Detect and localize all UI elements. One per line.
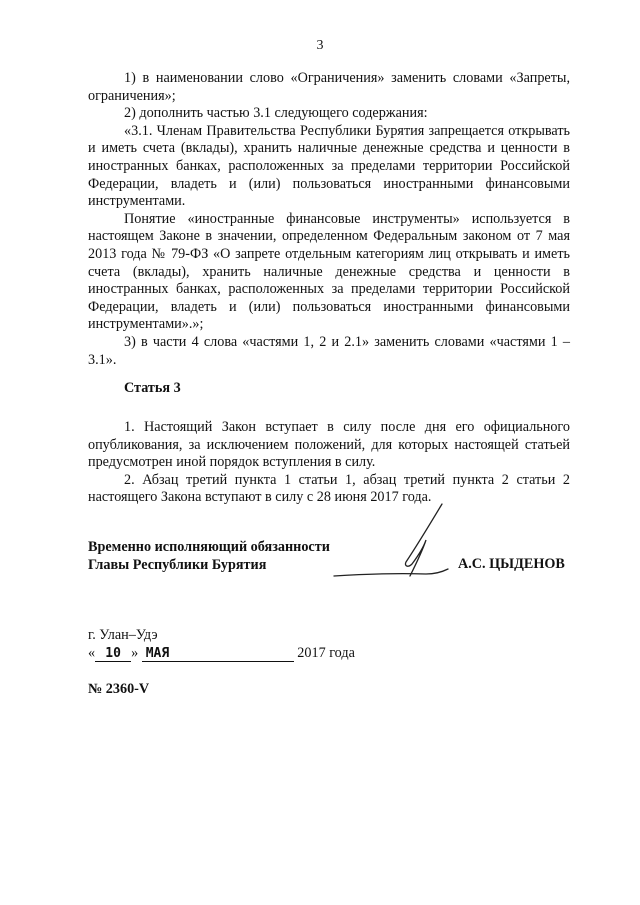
date-day: 10 bbox=[95, 646, 131, 662]
page-number: 3 bbox=[316, 38, 324, 53]
article-paragraph-1: 1. Настоящий Закон вступает в силу после дня его официального опубликования, за исключением положений, для которых настоящей статьей предусмотрен иной порядок вступления в силу. bbox=[88, 419, 570, 471]
signatory-name: А.С. ЦЫДЕНОВ bbox=[458, 556, 565, 572]
paragraph-4: Понятие «иностранные финансовые инструменты» используется в настоящем Законе в значении, определенном Федеральным законом от 7 мая 2013 года № 79-ФЗ «О запрете отдельным категориям лиц открывать и иметь счета (вклады), хранить наличные денежные средства и ценности в иностранных банках, расположенных за пределами территории Российской Федерации, владеть и (или) пользоваться иностранными финансовыми инструментами».»; bbox=[88, 210, 570, 333]
paragraph-1: 1) в наименовании слово «Ограничения» заменить словами «Запреты, ограничения»; bbox=[88, 70, 570, 104]
article-paragraph-2: 2. Абзац третий пункта 1 статьи 1, абзац третий пункта 2 статьи 2 настоящего Закона вступают в силу с 28 июня 2017 года. bbox=[88, 471, 570, 506]
paragraph-3: «3.1. Членам Правительства Республики Бурятия запрещается открывать и иметь счета (вклады), хранить наличные денежные средства и ценности в иностранных банках, расположенных за пределами территории Российской Федерации, владеть и (или) пользоваться иностранными финансовыми инструментами. bbox=[88, 122, 570, 210]
signatory-title bbox=[88, 538, 330, 574]
signatory-title-line-2: Главы Республики Бурятия bbox=[88, 557, 267, 573]
signatory-title-line-1: Временно исполняющий обязанности bbox=[88, 539, 330, 555]
date-close-quote: » bbox=[131, 645, 139, 661]
paragraph-5: 3) в части 4 слова «частями 1, 2 и 2.1» заменить словами «частями 1 – 3.1». bbox=[88, 333, 570, 368]
article-text bbox=[88, 419, 570, 507]
date-open-quote: « bbox=[88, 645, 96, 661]
place: г. Улан–Удэ bbox=[88, 627, 158, 643]
paragraph-2: 2) дополнить частью 3.1 следующего содержания: bbox=[124, 105, 428, 122]
document-number: № 2360-V bbox=[88, 681, 150, 697]
date-month: МАЯ bbox=[142, 646, 294, 662]
date-year: 2017 года bbox=[297, 645, 355, 661]
amendment-text bbox=[88, 70, 570, 369]
article-heading: Статья 3 bbox=[124, 380, 181, 396]
handwritten-signature bbox=[326, 500, 456, 590]
date-line bbox=[88, 645, 355, 662]
